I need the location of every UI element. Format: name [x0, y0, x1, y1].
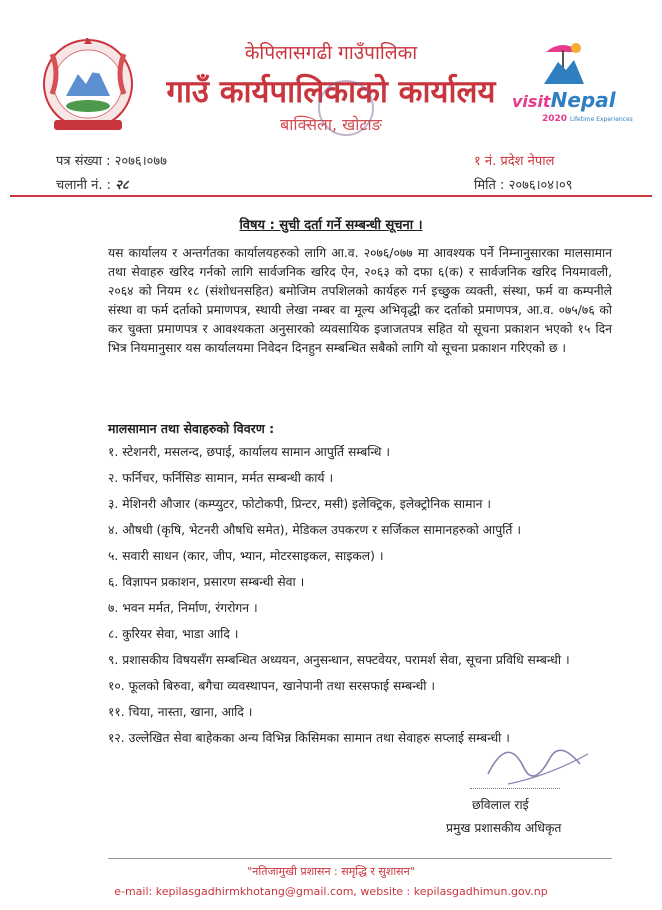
logo-tagline-text: Lifetime Experiences: [569, 116, 633, 123]
list-item: ४. औषधी (कृषि, भेटनरी औषधि समेत), मेडिकल उपकरण र सर्जिकल सामानहरुको आपुर्ति ।: [108, 523, 521, 537]
list-item: ८. कुरियर सेवा, भाडा आदि ।: [108, 627, 239, 641]
list-item: ५. सवारी साधन (कार, जीप, भ्यान, मोटरसाइकल, साइकल) ।: [108, 549, 384, 563]
signatory-title: प्रमुख प्रशासकीय अधिकृत: [446, 821, 562, 835]
letter-number-label: पत्र संख्या :: [56, 154, 111, 169]
date: [474, 175, 573, 193]
items-list: [108, 443, 614, 755]
list-heading: मालसामान तथा सेवाहरुको विवरण :: [108, 421, 275, 436]
office-location: बाक्सिला, खोटाङ: [280, 115, 382, 134]
office-name: गाउँ कार्यपालिकाको कार्यालय: [166, 74, 496, 110]
logo-year-text: 2020: [542, 114, 568, 124]
logo-nepal-text: Nepal: [550, 88, 616, 112]
list-item: १०. फूलको बिरुवा, बगैचा व्यवस्थापन, खानेपानी तथा सरसफाई सम्बन्धी ।: [108, 679, 436, 693]
list-item: २. फर्निचर, फर्निसिङ सामान, मर्मत सम्बन्धी कार्य ।: [108, 471, 334, 485]
footer-contact: e-mail: kepilasgadhirmkhotang@gmail.com, website : kepilasgadhimun.gov.np: [114, 885, 548, 898]
office-stamp: [318, 80, 374, 136]
footer-divider: [108, 858, 612, 859]
province-label: १ नं. प्रदेश नेपाल: [474, 154, 555, 169]
dispatch-number: [56, 175, 129, 193]
list-item: ७. भवन मर्मत, निर्माण, रंगरोगन ।: [108, 601, 258, 615]
municipality-name: केपिलासगढी गाउँपालिका: [244, 42, 418, 64]
dispatch-number-label: चलानी नं. :: [56, 178, 112, 193]
list-item: ६. विज्ञापन प्रकाशन, प्रसारण सम्बन्धी सेवा ।: [108, 575, 305, 589]
footer-motto: "नतिजामुखी प्रशासन : समृद्धि र सुशासन": [247, 865, 415, 878]
list-item: १२. उल्लेखित सेवा बाहेकका अन्य विभिन्न किसिमका सामान तथा सेवाहरु सप्लाई सम्बन्धी ।: [108, 731, 510, 745]
list-item: ९. प्रशासकीय विषयसँग सम्बन्धित अध्ययन, अनुसन्धान, सफ्टवेयर, परामर्श सेवा, सूचना प्रविधि सम्बन्धी ।: [108, 653, 570, 667]
header-divider: [10, 195, 652, 197]
letter-number: [56, 151, 167, 169]
handwritten-signature: [478, 734, 598, 796]
date-label: मिति :: [474, 178, 505, 193]
notice-body: यस कार्यालय र अन्तर्गतका कार्यालयहरुको लागि आ.व. २०७६/०७७ मा आवश्यक पर्ने निम्नानुसारका मालसामान तथा सेवाहरु खरिद गर्नको लागि सार्वजनिक खरिद ऐन, २०६३ को दफा ६(क) र सार्वजनिक खरिद नियमावली, २०६४ को नियम १८ (संशोधनसहित) बमोजिम तपशिलको कार्यहरु गर्न इच्छुक व्यक्ती, संस्था, फर्म वा कम्पनीले संस्था वा फर्म दर्ताको प्रमाणपत्र, स्थायी लेखा नम्बर वा मूल्य अभिवृद्धी कर दर्ताको प्रमाणपत्र, आ.व. ०७५/७६ को कर चुक्ता प्रमाणपत्र र आवश्यकता अनुसारको व्यवसायिक इजाजतपत्र सहित यो सूचना प्रकाशन भएको १५ दिन भित्र नियमानुसार यस कार्यालयमा निवेदन दिनहुन सम्बन्धित सबैको लागि यो सूचना प्रकाशन गरिएको छ ।: [108, 246, 612, 356]
list-item: ३. मेशिनरी औजार (कम्प्युटर, फोटोकपी, प्रिन्टर, मसी) इलेक्ट्रिक, इलेक्ट्रोनिक सामान ।: [108, 497, 492, 511]
signatory-name: छविलाल राई: [472, 798, 529, 812]
signature-line: [470, 788, 560, 789]
dispatch-number-value: २८: [115, 178, 129, 193]
list-item: १. स्टेशनरी, मसलन्द, छपाई, कार्यालय सामान आपुर्ति सम्बन्धि ।: [108, 445, 391, 459]
logo-visit-text: visit: [512, 92, 551, 111]
date-value: २०७६।०४।०९: [508, 178, 573, 193]
list-item: ११. चिया, नास्ता, खाना, आदि ।: [108, 705, 253, 719]
letter-number-value: २०७६।०७७: [114, 154, 167, 169]
subject-line: विषय : सुची दर्ता गर्ने सम्बन्धी सूचना ।: [239, 218, 423, 233]
